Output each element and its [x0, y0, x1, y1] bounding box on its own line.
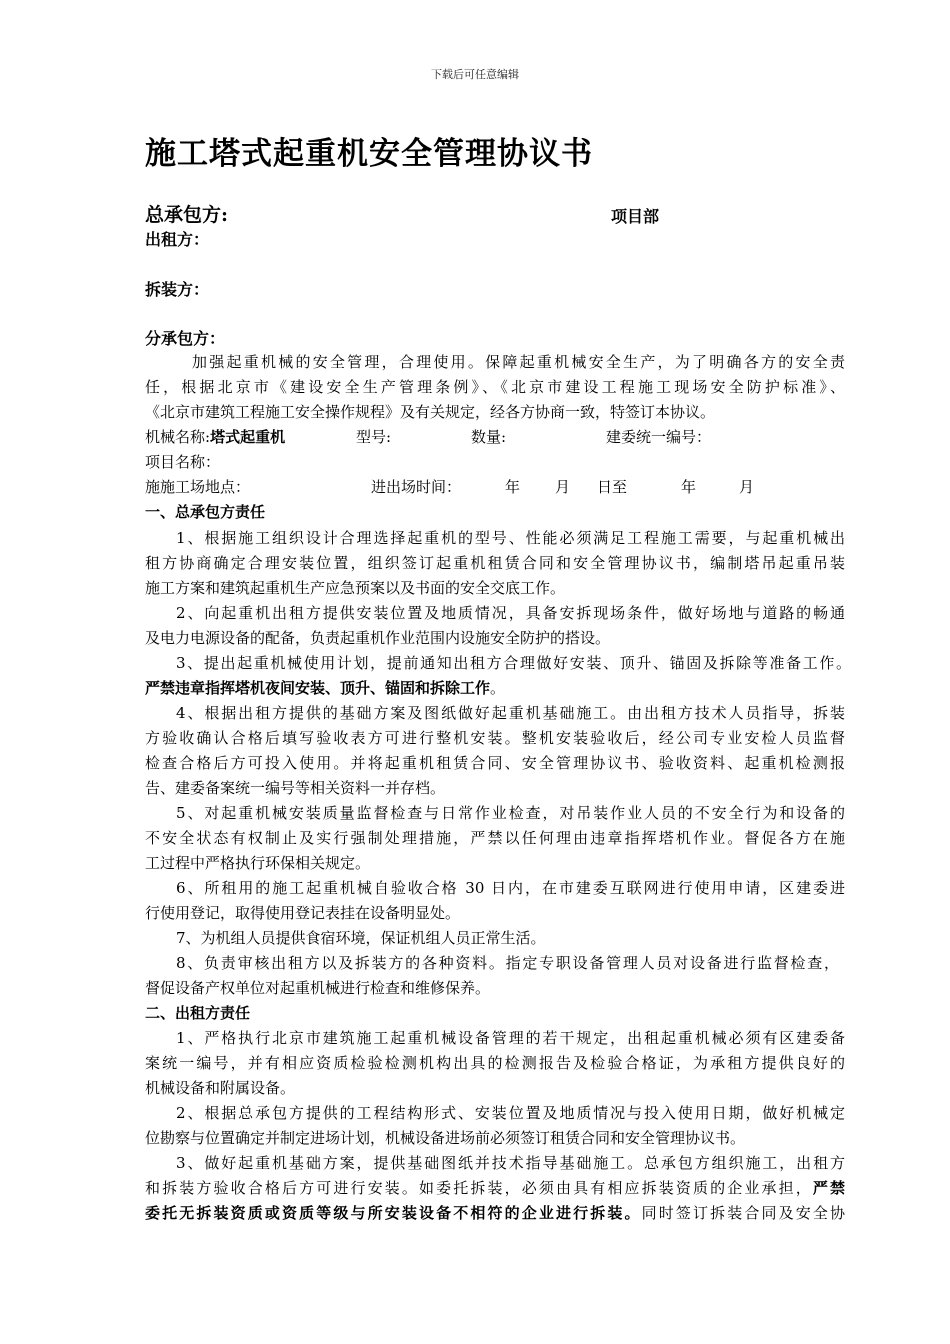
installer-label: 拆装方： [145, 280, 210, 299]
s2-paragraph-line: 2、根据总承包方提供的工程结构形式、安装位置及地质情况与投入使用日期，做好机械定 [176, 1104, 845, 1122]
s2-paragraph-line: 3、做好起重机基础方案，提供基础图纸并技术指导基础施工。总承包方组织施工，出租方 [176, 1154, 845, 1172]
s2-paragraph-line: 机械设备和附属设备。 [145, 1079, 296, 1097]
machine-name-value: 塔式起重机 [210, 428, 286, 446]
model-label: 型号: [356, 428, 392, 446]
intro-line: 任，根据北京市《建设安全生产管理条例》、《北京市建设工程施工现场安全防护标准》、 [145, 378, 845, 396]
document-title: 施工塔式起重机安全管理协议书 [145, 136, 593, 172]
s1-paragraph-line: 1、根据施工组织设计合理选择起重机的型号、性能必须满足工程施工需要，与起重机械出 [176, 529, 845, 547]
site-label: 施施工场地点： [145, 478, 251, 496]
month-label: 月 [555, 478, 571, 496]
s1-paragraph-line: 督促设备产权单位对起重机械进行检查和维修保养。 [145, 979, 491, 997]
month-label: 月 [739, 478, 755, 496]
year-label: 年 [505, 478, 521, 496]
header-note: 下载后可任意编辑 [431, 68, 519, 81]
s1-period: 。 [490, 679, 506, 697]
s2-paragraph-line: 案统一编号，并有相应资质检验检测机构出具的检测报告及检验合格证，为承租方提供良好的 [145, 1054, 845, 1072]
s1-paragraph-line: 及电力电源设备的配备，负责起重机作业范围内设施安全防护的搭设。 [145, 629, 611, 647]
s2-normal-text: 同时签订拆装合同及安全协 [641, 1204, 845, 1222]
entry-time-label: 进出场时间： [371, 478, 462, 496]
s1-paragraph-line: 不安全状态有权制止及实行强制处理措施，严禁以任何理由违章指挥塔机作业。督促各方在施 [145, 829, 845, 847]
s1-paragraph-line: 告、建委备案统一编号等相关资料一并存档。 [145, 779, 446, 797]
machine-name-label: 机械名称: [145, 428, 211, 446]
s1-paragraph-line: 方验收确认合格后填写验收表方可进行整机安装。整机安装验收后，经公司专业安检人员监督 [145, 729, 845, 747]
general-contractor-label: 总承包方: [145, 204, 229, 226]
s2-paragraph-line: 1、严格执行北京市建筑施工起重机械设备管理的若干规定，出租起重机械必须有区建委备 [176, 1029, 845, 1047]
s1-paragraph-line: 8、负责审核出租方以及拆装方的各种资料。指定专职设备管理人员对设备进行监督检查， [176, 954, 839, 972]
project-dept-label: 项目部 [611, 207, 660, 226]
lessor-label: 出租方： [145, 230, 210, 249]
section-2-heading: 二、出租方责任 [145, 1004, 251, 1022]
s1-paragraph-line: 2、向起重机出租方提供安装位置及地质情况，具备安拆现场条件，做好场地与道路的畅通 [176, 604, 845, 622]
s1-paragraph-line: 7、为机组人员提供食宿环境，保证机组人员正常生活。 [176, 929, 546, 947]
project-name-label: 项目名称： [145, 453, 221, 471]
registration-code-label: 建委统一编号： [606, 428, 712, 446]
intro-line: 加强起重机械的安全管理，合理使用。保障起重机械安全生产，为了明确各方的安全责 [192, 353, 845, 371]
s2-bold-text: 严禁 [812, 1179, 845, 1197]
s2-paragraph-line [145, 1202, 845, 1223]
s1-paragraph-line: 3、提出起重机械使用计划，提前通知出租方合理做好安装、顶升、锚固及拆除等准备工作。 [176, 654, 851, 672]
s1-paragraph-line [145, 677, 845, 698]
s2-paragraph-line: 位勘察与位置确定并制定进场计划，机械设备进场前必须签订租赁合同和安全管理协议书。 [145, 1129, 746, 1147]
s2-paragraph-line [145, 1177, 845, 1198]
s1-paragraph-line: 5、对起重机械安装质量监督检查与日常作业检查，对吊装作业人员的不安全行为和设备的 [176, 804, 845, 822]
s1-paragraph-line: 施工方案和建筑起重机生产应急预案以及书面的安全交底工作。 [145, 579, 566, 597]
intro-line: 《北京市建筑工程施工安全操作规程》及有关规定，经各方协商一致，特签订本协议。 [145, 403, 716, 421]
section-1-heading: 一、总承包方责任 [145, 503, 266, 521]
s2-normal-text: 和拆装方验收合格后方可进行安装。如委托拆装，必须由具有相应拆装资质的企业承担， [145, 1179, 813, 1197]
s1-paragraph-line: 行使用登记，取得使用登记表挂在设备明显处。 [145, 904, 461, 922]
s1-paragraph-line: 4、根据出租方提供的基础方案及图纸做好起重机基础施工。由出租方技术人员指导，拆装 [176, 704, 845, 722]
year-label: 年 [681, 478, 697, 496]
subcontractor-label: 分承包方： [145, 329, 226, 348]
s1-paragraph-line: 工过程中严格执行环保相关规定。 [145, 854, 371, 872]
s2-bold-text: 委托无拆装资质或资质等级与所安装设备不相符的企业进行拆装。 [145, 1204, 642, 1222]
quantity-label: 数量: [471, 428, 507, 446]
s1-bold-warning: 严禁违章指挥塔机夜间安装、顶升、锚固和拆除工作 [145, 679, 491, 697]
s1-paragraph-line: 6、所租用的施工起重机械自验收合格 30 日内，在市建委互联网进行使用申请，区建委进 [176, 879, 845, 897]
s1-paragraph-line: 租方协商确定合理安装位置，组织签订起重机租赁合同和安全管理协议书，编制塔吊起重吊装 [145, 554, 845, 572]
s1-paragraph-line: 检查合格后方可投入使用。并将起重机租赁合同、安全管理协议书、验收资料、起重机检测报 [145, 754, 845, 772]
day-to-label: 日至 [597, 478, 628, 496]
